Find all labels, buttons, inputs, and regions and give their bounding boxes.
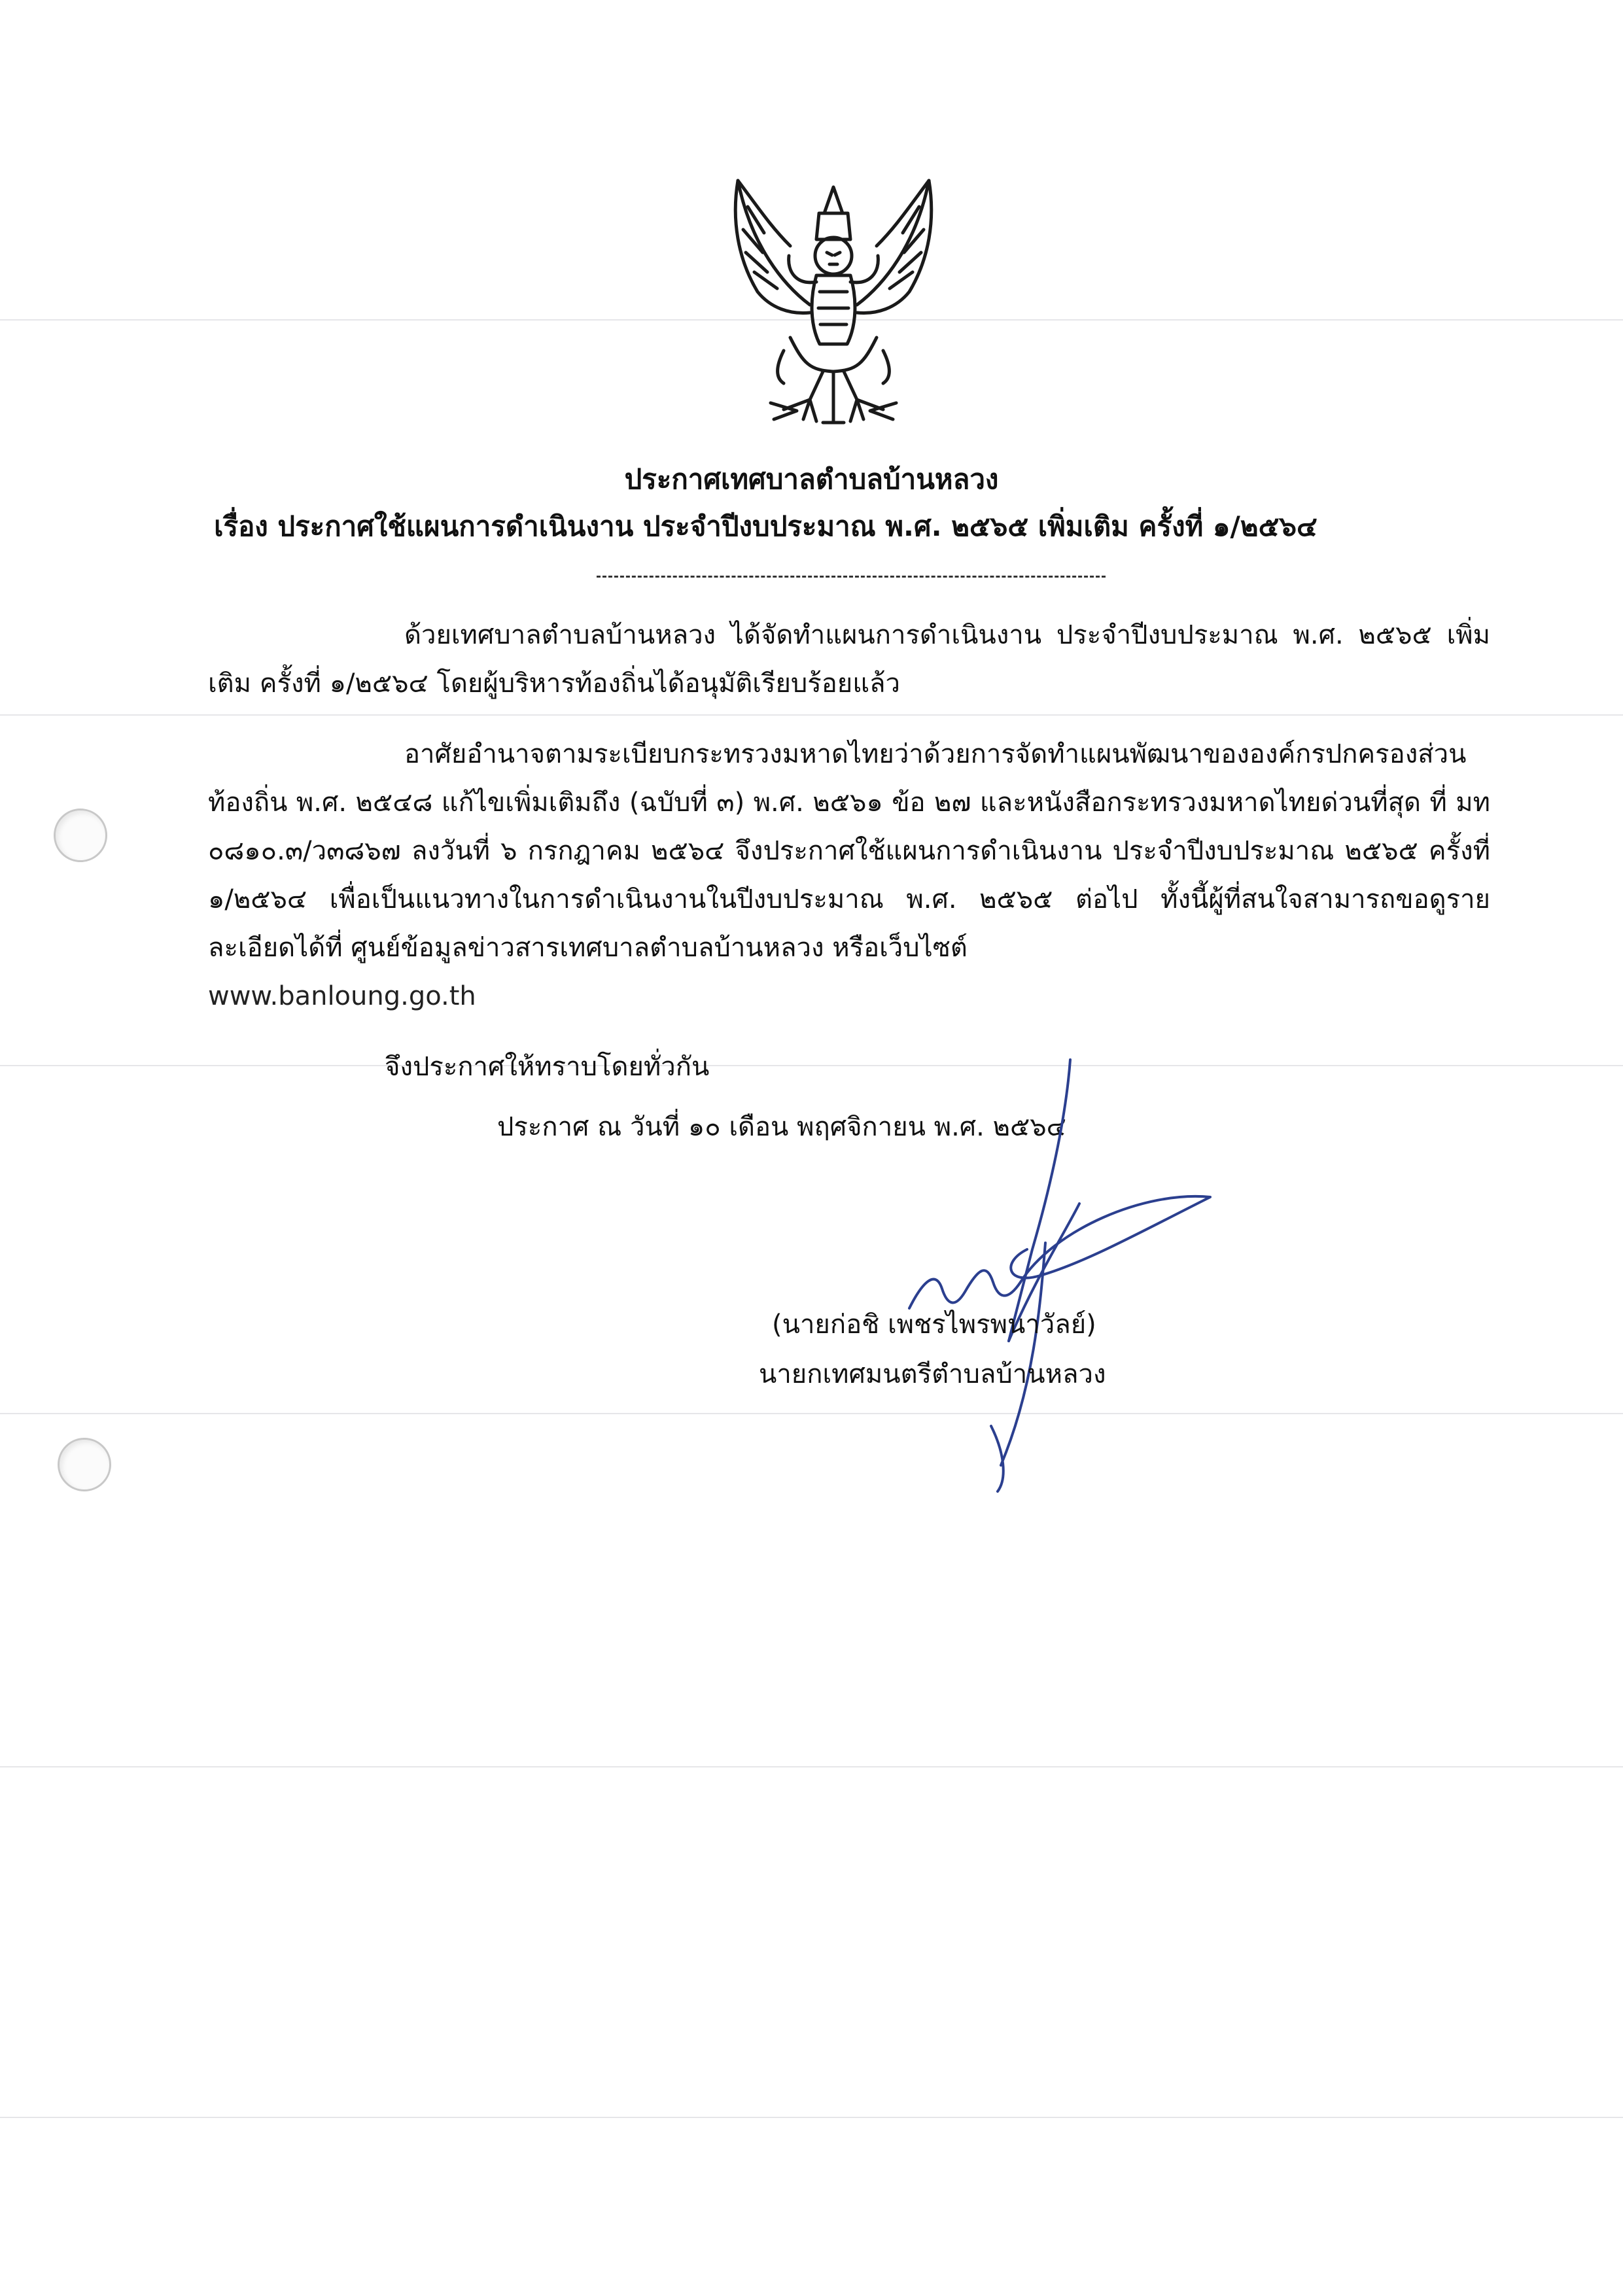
paper-rule-line <box>0 2117 1623 2118</box>
announcement-subject: เรื่อง ประกาศใช้แผนการดำเนินงาน ประจำปีงบประมาณ พ.ศ. ๒๕๖๕ เพิ่มเติม ครั้งที่ ๑/๒๕๖๔ <box>214 510 1318 542</box>
paper-rule-line <box>0 1413 1623 1414</box>
date-line: ประกาศ ณ วันที่ ๑๐ เดือน พฤศจิกายน พ.ศ. ๒๕๖๔ <box>497 1112 1066 1142</box>
paper-rule-line <box>0 1766 1623 1767</box>
paper-rule-line <box>0 1065 1623 1066</box>
closing-line: จึงประกาศให้ทราบโดยทั่วกัน <box>385 1052 710 1082</box>
paragraph-1 <box>208 611 1490 708</box>
paragraph-2 <box>208 730 1490 1020</box>
paragraph-2-text: อาศัยอำนาจตามระเบียบกระทรวงมหาดไทยว่าด้วยการจัดทำแผนพัฒนาขององค์กรปกครองส่วนท้องถิ่น พ.ศ. ๒๕๔๘ แก้ไขเพิ่มเติมถึง (ฉบับที่ ๓) พ.ศ. ๒๕๖๑ ข้อ ๒๗ และหนังสือกระทรวงมหาดไทยด่วนที่สุด ที่ มท ๐๘๑๐.๓/ว๓๘๖๗ ลงวันที่ ๖ กรกฎาคม ๒๕๖๔ จึงประกาศใช้แผนการดำเนินงาน ประจำปีงบประมาณ ๒๕๖๕ ครั้งที่ ๑/๒๕๖๔ เพื่อเป็นแนวทางในการดำเนินงานในปีงบประมาณ พ.ศ. ๒๕๖๕ ต่อไป ทั้งนี้ผู้ที่สนใจสามารถขอดูรายละเอียดได้ที่ ศูนย์ข้อมูลข่าวสารเทศบาลตำบลบ้านหลวง หรือเว็บไซต์ <box>208 739 1490 963</box>
website-link: www.banloung.go.th <box>208 981 476 1011</box>
announcement-title: ประกาศเทศบาลตำบลบ้านหลวง <box>624 463 999 495</box>
garuda-emblem-icon <box>712 167 955 429</box>
paper-rule-line <box>0 714 1623 716</box>
signatory-name: (นายก่อชิ เพชรไพรพนาวัลย์) <box>772 1310 1096 1340</box>
punch-hole <box>54 809 107 862</box>
signatory-position: นายกเทศมนตรีตำบลบ้านหลวง <box>759 1359 1106 1389</box>
paragraph-1-text: ด้วยเทศบาลตำบลบ้านหลวง ได้จัดทำแผนการดำเนินงาน ประจำปีงบประมาณ พ.ศ. ๒๕๖๕ เพิ่มเติม ครั้งที่ ๑/๒๕๖๔ โดยผู้บริหารท้องถิ่นได้อนุมัติเรียบร้อยแล้ว <box>208 620 1490 699</box>
header-divider <box>597 576 1106 578</box>
punch-hole <box>58 1438 111 1491</box>
signature-scribble <box>870 1034 1236 1531</box>
